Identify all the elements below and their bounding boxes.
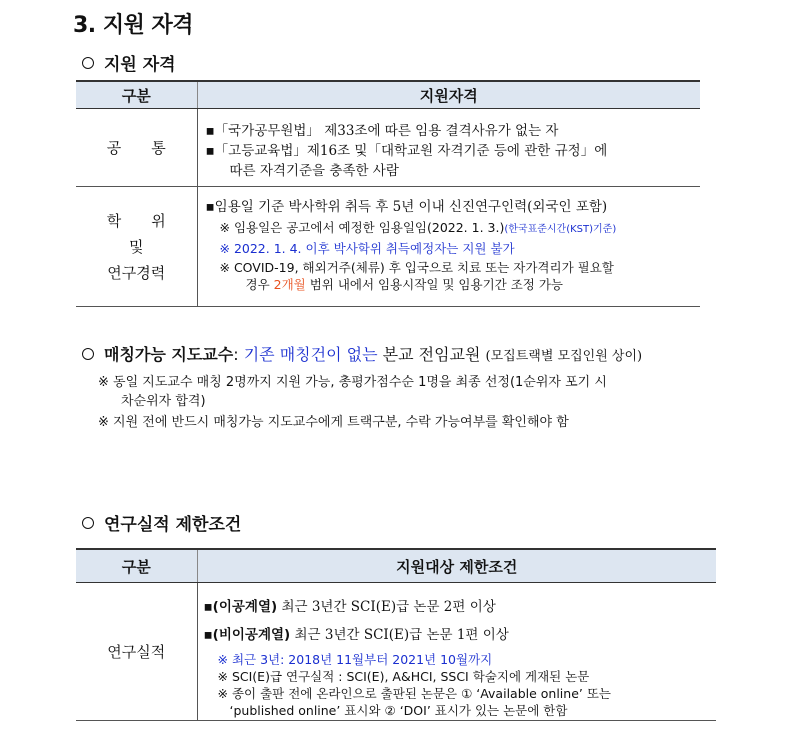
- common-label: 공 통: [76, 109, 197, 187]
- list-item: ▪「고등교육법」제16조 및「대학교원 자격기준 등에 관한 규정」에: [205, 143, 608, 159]
- degree-label: [76, 187, 197, 307]
- note-item-cont: ‘published online’ 표시와 ② ‘DOI’ 표시가 있는 논문에 한함: [229, 703, 568, 718]
- qual-header-category: 구분: [76, 81, 197, 109]
- table-row: [76, 583, 716, 721]
- degree-content: [197, 187, 700, 307]
- note-item: ※ SCI(E)급 연구실적 : SCI(E), A&HCI, SSCI 학술지에 게재된 논문: [217, 669, 590, 684]
- note-item: ※ 임용일은 공고에서 예정한 임용일임(2022. 1. 3.)(한국표준시간(KST)기준): [219, 220, 617, 235]
- advisor-note-2: ※ 지원 전에 반드시 매칭가능 지도교수에게 트랙구분, 수락 가능여부를 확인해야 함: [98, 415, 569, 430]
- qual-table: [76, 80, 700, 307]
- table-row: [76, 109, 700, 187]
- degree-label-2: 및: [129, 237, 144, 256]
- list-item: ▪「국가공무원법」 제33조에 따른 임용 결격사유가 없는 자: [205, 123, 559, 139]
- note-item: ※ 종이 출판 전에 온라인으로 출판된 논문은 ① ‘Available online’ 또는: [217, 686, 611, 701]
- section-title: 3. 지원 자격: [73, 13, 193, 38]
- advisor-title: 매칭가능 지도교수: 기존 매칭건이 없는 본교 전임교원 (모집트랙별 모집인원 상이): [82, 342, 642, 365]
- list-item: ▪(이공계열) 최근 3년간 SCI(E)급 논문 2편 이상: [203, 599, 496, 615]
- qual-subtitle-text: 지원 자격: [104, 55, 176, 75]
- note-item: ※ 2022. 1. 4. 이후 박사학위 취득예정자는 지원 불가: [219, 241, 515, 256]
- list-item: ▪(비이공계열) 최근 3년간 SCI(E)급 논문 1편 이상: [203, 627, 509, 643]
- limits-table: [76, 548, 716, 721]
- degree-label-3: 연구경력: [107, 263, 166, 282]
- circle-bullet-icon: [82, 348, 94, 360]
- limits-table-header: [76, 549, 716, 583]
- list-item-cont: 따른 자격기준을 충족한 사람: [229, 163, 399, 179]
- limits-subtitle: 연구실적 제한조건: [82, 510, 241, 535]
- qual-header-content: 지원자격: [197, 81, 700, 109]
- common-content: [197, 109, 700, 187]
- limits-content: [197, 583, 716, 721]
- limits-label: 연구실적: [76, 583, 197, 721]
- list-item: ▪임용일 기준 박사학위 취득 후 5년 이내 신진연구인력(외국인 포함): [205, 199, 608, 215]
- note-item: ※ 최근 3년: 2018년 11월부터 2021년 10월까지: [217, 652, 493, 667]
- note-item: ※ COVID-19, 해외거주(체류) 후 입국으로 치료 또는 자가격리가 필요할: [219, 260, 614, 275]
- limits-header-content: 지원대상 제한조건: [197, 549, 716, 583]
- note-item-cont: 경우 2개월 범위 내에서 임용시작일 및 임용기간 조정 가능: [245, 277, 563, 292]
- qual-subtitle: [82, 50, 176, 75]
- limits-header-category: 구분: [76, 549, 197, 583]
- circle-bullet-icon: [82, 57, 94, 69]
- table-row: [76, 187, 700, 307]
- circle-bullet-icon: [82, 517, 94, 529]
- qual-table-header: [76, 81, 700, 109]
- advisor-note-1: ※ 동일 지도교수 매칭 2명까지 지원 가능, 총평가점수순 1명을 최종 선정(1순위자 포기 시 차순위자 합격): [98, 375, 607, 409]
- degree-label-1: 학 위: [106, 211, 166, 230]
